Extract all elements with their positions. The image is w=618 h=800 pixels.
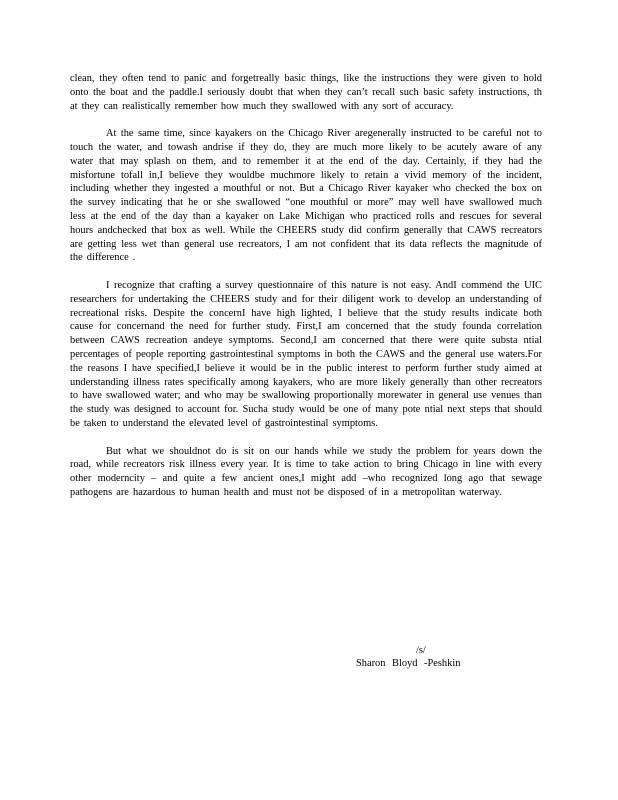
signatory-name: Sharon Bloyd -Peshkin xyxy=(356,658,461,669)
letter-body xyxy=(70,72,542,514)
paragraph-survey-recognition: I recognize that crafting a survey questionnaire of this nature is not easy. AndI commend the UIC researchers for undertaking the CHEERS study and for their diligent work to develop an understanding of recreational risks. Despite the concernI have high lighted, I believe that the study results indicate both cause for concernand the need for further study. First,I am concerned that the study founda correlation between CAWS recreation andeye symptoms. Second,I am concerned that there were quite substa ntial percentages of people reporting gastrointestinal symptoms in both the CAWS and the general use waters.For the reasons I have specified,I believe it would be in the public interest to perform further study aimed at understanding illness rates specifically among kayakers, who are more likely generally than other recreators to have swallowed water; and who may be swallowing proportionally morewater in general use venues than the study was designed to account for. Sucha study would be one of many pote ntial next steps that should be taken to understand the elevated level of gastrointestinal symptoms. xyxy=(70,279,542,429)
paragraph-continued: clean, they often tend to panic and forgetreally basic things, like the instructions they were given to hold onto the boat and the paddle.I seriously doubt that when they can’t recall such basic safety instructions, th at they can realistically remember how much they swallowed with any sort of accuracy. xyxy=(70,73,542,112)
paragraph-call-to-action: But what we shouldnot do is sit on our hands while we study the problem for years down the road, while recreators risk illness every year. It is time to take action to bring Chicago in line with every other moderncity – and quite a few ancient ones,I might add –who recognized long ago that sewage pathogens are hazardous to human health and must not be disposed of in a metropolitan waterway. xyxy=(70,445,542,498)
signature-mark: /s/ xyxy=(416,645,426,656)
paragraph-kayaker-awareness: At the same time, since kayakers on the Chicago River aregenerally instructed to be careful not to touch the water, and towash andrise if they do, they are much more likely to be acutely aware of any water that may splash on them, and to remember it at the end of the day. Certainly, if they had the misfortune tofall in,I believe they wouldbe muchmore likely to retain a vivid memory of the incident, including whether they ingested a mouthful or not. But a Chicago River kayaker who checked the box on the survey indicating that he or she swallowed “one mouthful or more” may well have swallowed much less at the end of the day than a kayaker on Lake Michigan who practiced rolls and rescues for several hours andchecked that box as well. While the CHEERS study did confirm generally that CAWS recreators are getting less wet than general use recreators, I am not confident that its data reflects the magnitude of the difference . xyxy=(70,128,542,264)
